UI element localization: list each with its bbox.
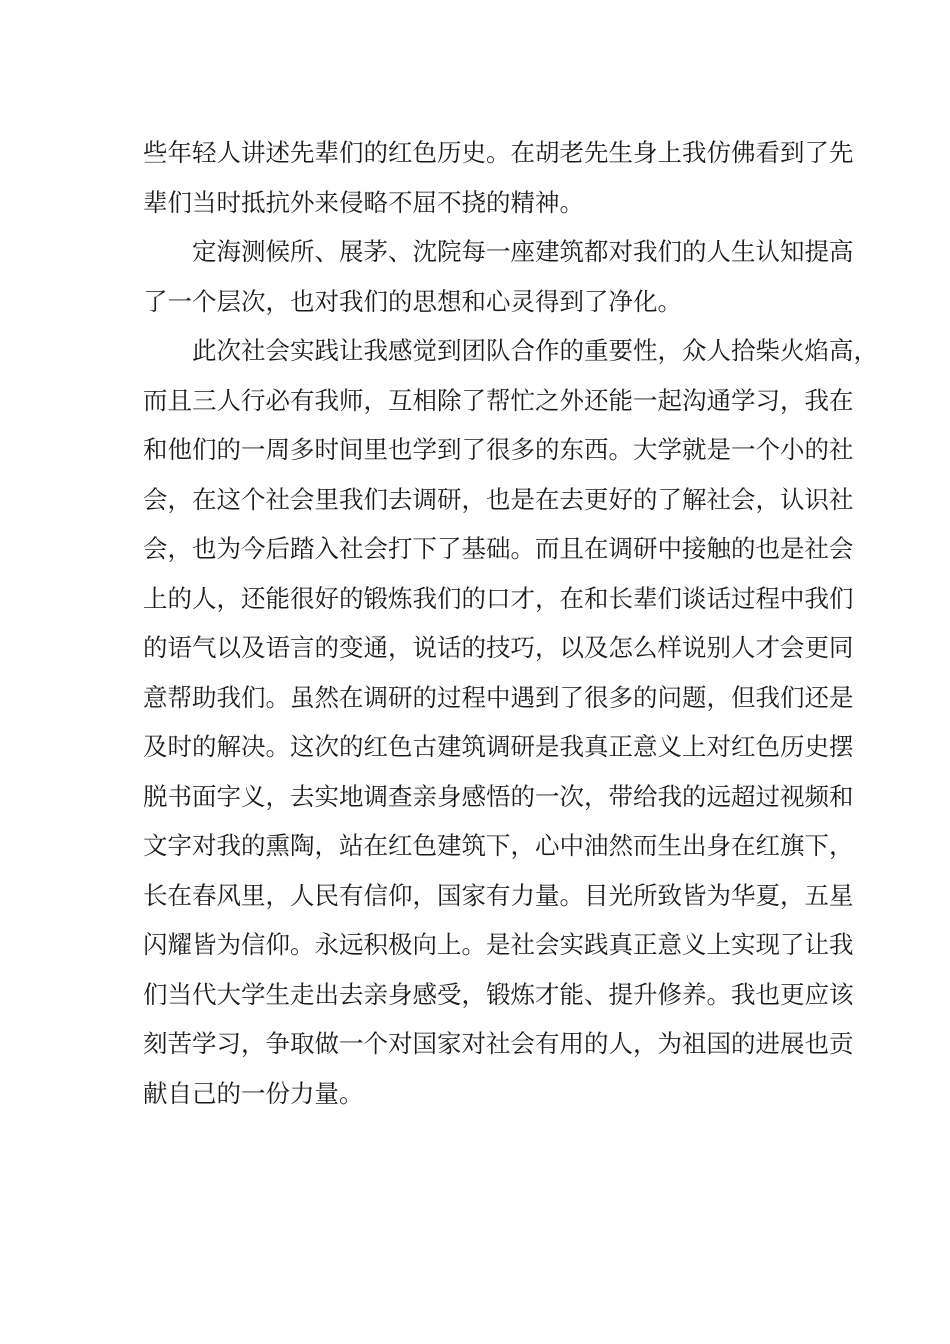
text-line: 献自己的一份力量。 bbox=[143, 1078, 364, 1108]
text-line: 及时的解决。这次的红色古建筑调研是我真正意义上对红色历史摆 bbox=[143, 732, 854, 761]
text-line: 会，在这个社会里我们去调研，也是在去更好的了解社会，认识社 bbox=[143, 484, 854, 514]
text-line: 此次社会实践让我感觉到团队合作的重要性，众人拾柴火焰高， bbox=[192, 336, 878, 365]
text-line: 辈们当时抵抗外来侵略不屈不挠的精神。 bbox=[143, 187, 584, 217]
text-line: 刻苦学习，争取做一个对国家对社会有用的人，为祖国的进展也贡 bbox=[143, 1029, 854, 1058]
text-line: 文字对我的熏陶，站在红色建筑下，心中油然而生出身在红旗下， bbox=[143, 831, 854, 860]
text-line: 会，也为今后踏入社会打下了基础。而且在调研中接触的也是社会 bbox=[143, 534, 854, 563]
text-line: 脱书面字义，去实地调查亲身感悟的一次，带给我的远超过视频和 bbox=[143, 781, 854, 811]
text-line: 上的人，还能很好的锻炼我们的口才，在和长辈们谈话过程中我们 bbox=[143, 583, 854, 613]
text-line: 和他们的一周多时间里也学到了很多的东西。大学就是一个小的社 bbox=[143, 435, 854, 464]
text-line: 意帮助我们。虽然在调研的过程中遇到了很多的问题，但我们还是 bbox=[143, 682, 854, 712]
paragraph bbox=[143, 128, 854, 227]
text-line: 闪耀皆为信仰。永远积极向上。是社会实践真正意义上实现了让我 bbox=[143, 930, 854, 959]
text-line: 的语气以及语言的变通，说话的技巧，以及怎么样说别人才会更同 bbox=[143, 633, 854, 662]
document-body bbox=[143, 128, 878, 1118]
text-line: 些年轻人讲述先辈们的红色历史。在胡老先生身上我仿佛看到了先 bbox=[143, 138, 854, 167]
text-line: 定海测候所、展茅、沈院每一座建筑都对我们的人生认知提高 bbox=[192, 237, 854, 266]
text-line: 长在春风里，人民有信仰，国家有力量。目光所致皆为华夏，五星 bbox=[143, 880, 854, 910]
text-line: 了一个层次，也对我们的思想和心灵得到了净化。 bbox=[143, 286, 682, 316]
text-line: 们当代大学生走出去亲身感受，锻炼才能、提升修养。我也更应该 bbox=[143, 979, 854, 1009]
paragraph bbox=[143, 326, 878, 1118]
paragraph bbox=[143, 227, 854, 326]
text-line: 而且三人行必有我师，互相除了帮忙之外还能一起沟通学习，我在 bbox=[143, 385, 854, 415]
